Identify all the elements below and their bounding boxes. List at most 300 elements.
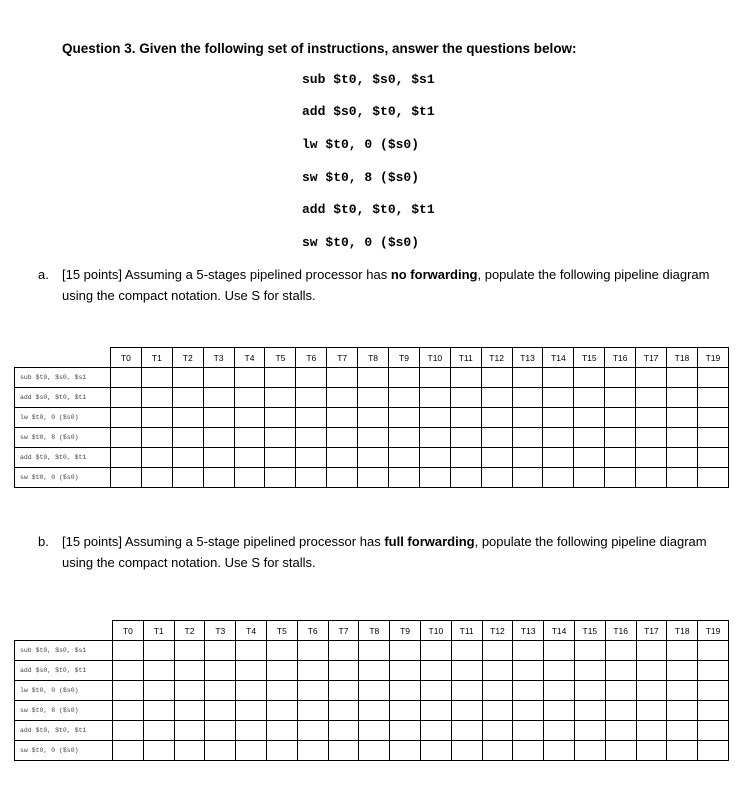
pipeline-cell[interactable] [389,388,420,408]
pipeline-cell[interactable] [543,428,574,448]
time-header: T5 [266,621,297,641]
time-header: T1 [143,621,174,641]
pipeline-cell[interactable] [636,741,667,761]
pipeline-cell[interactable] [605,428,636,448]
pipeline-cell[interactable] [297,641,328,661]
pipeline-cell[interactable] [482,741,513,761]
pipeline-cell[interactable] [544,701,575,721]
pipeline-cell[interactable] [328,641,359,661]
time-header: T17 [636,348,667,368]
pipeline-cell[interactable] [265,468,296,488]
pipeline-cell[interactable] [698,641,729,661]
table-row [15,408,729,428]
pipeline-cell[interactable] [450,428,481,448]
pipeline-cell[interactable] [419,448,450,468]
code-line: sub $t0, $s0, $s1 [302,72,435,87]
pipeline-cell[interactable] [512,428,543,448]
pipeline-cell[interactable] [544,661,575,681]
pipeline-cell[interactable] [174,661,205,681]
pipeline-cell[interactable] [390,701,421,721]
pipeline-table-a [14,347,729,488]
pipeline-cell[interactable] [113,701,144,721]
pipeline-cell[interactable] [543,468,574,488]
table-row [15,388,729,408]
pipeline-cell[interactable] [203,428,234,448]
table-row [15,721,729,741]
pipeline-cell[interactable] [450,408,481,428]
pipeline-cell[interactable] [513,641,544,661]
pipeline-cell[interactable] [574,721,605,741]
pipeline-cell[interactable] [574,468,605,488]
pipeline-cell[interactable] [390,641,421,661]
instruction-label: sub $t0, $s0, $s1 [15,641,113,661]
pipeline-cell[interactable] [389,428,420,448]
part-b-letter: b. [38,534,49,549]
pipeline-cell[interactable] [419,368,450,388]
pipeline-cell[interactable] [172,408,203,428]
pipeline-cell[interactable] [698,741,729,761]
pipeline-cell[interactable] [450,448,481,468]
pipeline-cell[interactable] [205,701,236,721]
pipeline-cell[interactable] [359,721,390,741]
pipeline-cell[interactable] [327,428,358,448]
pipeline-cell[interactable] [481,468,512,488]
part-b [38,531,738,575]
pipeline-cell[interactable] [234,448,265,468]
pipeline-cell[interactable] [605,661,636,681]
pipeline-cell[interactable] [605,641,636,661]
pipeline-cell[interactable] [667,641,698,661]
pipeline-cell[interactable] [667,681,698,701]
pipeline-cell[interactable] [174,701,205,721]
pipeline-cell[interactable] [389,448,420,468]
pipeline-cell[interactable] [636,681,667,701]
pipeline-cell[interactable] [143,681,174,701]
pipeline-cell[interactable] [266,681,297,701]
table-row [15,641,729,661]
code-line: sw $t0, 8 ($s0) [302,170,420,185]
pipeline-cell[interactable] [111,388,142,408]
pipeline-cell[interactable] [327,408,358,428]
time-header: T8 [359,621,390,641]
instruction-label: add $s0, $t0, $t1 [15,661,113,681]
pipeline-cell[interactable] [327,448,358,468]
pipeline-cell[interactable] [327,368,358,388]
instruction-label: lw $t0, 0 ($s0) [15,681,113,701]
pipeline-cell[interactable] [543,408,574,428]
pipeline-cell[interactable] [203,408,234,428]
pipeline-cell[interactable] [574,388,605,408]
pipeline-cell[interactable] [296,408,327,428]
time-header: T8 [358,348,389,368]
pipeline-cell[interactable] [419,468,450,488]
pipeline-cell[interactable] [358,368,389,388]
time-header: T16 [605,348,636,368]
pipeline-cell[interactable] [143,741,174,761]
pipeline-cell[interactable] [513,721,544,741]
pipeline-cell[interactable] [174,681,205,701]
part-a-emphasis: no forwarding [390,267,478,282]
pipeline-cell[interactable] [172,448,203,468]
pipeline-cell[interactable] [236,681,267,701]
pipeline-cell[interactable] [698,661,729,681]
pipeline-cell[interactable] [481,368,512,388]
pipeline-cell[interactable] [358,448,389,468]
pipeline-cell[interactable] [636,448,667,468]
pipeline-cell[interactable] [420,681,451,701]
pipeline-cell[interactable] [419,428,450,448]
time-header: T13 [512,348,543,368]
pipeline-cell[interactable] [512,368,543,388]
pipeline-cell[interactable] [667,428,698,448]
pipeline-cell[interactable] [667,448,698,468]
table-row [15,368,729,388]
pipeline-cell[interactable] [297,681,328,701]
pipeline-cell[interactable] [359,681,390,701]
pipeline-cell[interactable] [481,428,512,448]
pipeline-cell[interactable] [141,448,172,468]
pipeline-cell[interactable] [574,641,605,661]
pipeline-cell[interactable] [420,661,451,681]
instruction-label: add $s0, $t0, $t1 [15,388,111,408]
pipeline-cell[interactable] [359,741,390,761]
instruction-label: add $t0, $t0, $t1 [15,448,111,468]
pipeline-cell[interactable] [359,641,390,661]
pipeline-cell[interactable] [234,368,265,388]
time-header: T3 [203,348,234,368]
pipeline-cell[interactable] [667,701,698,721]
pipeline-cell[interactable] [451,741,482,761]
pipeline-cell[interactable] [236,721,267,741]
pipeline-cell[interactable] [358,408,389,428]
pipeline-cell[interactable] [698,701,729,721]
pipeline-cell[interactable] [544,641,575,661]
pipeline-cell[interactable] [543,368,574,388]
pipeline-cell[interactable] [636,468,667,488]
time-header: T2 [174,621,205,641]
pipeline-cell[interactable] [328,681,359,701]
pipeline-cell[interactable] [266,721,297,741]
pipeline-cell[interactable] [420,701,451,721]
pipeline-cell[interactable] [419,388,450,408]
pipeline-cell[interactable] [697,368,728,388]
pipeline-cell[interactable] [544,681,575,701]
pipeline-cell[interactable] [544,721,575,741]
pipeline-cell[interactable] [297,661,328,681]
pipeline-cell[interactable] [141,408,172,428]
pipeline-cell[interactable] [297,721,328,741]
pipeline-cell[interactable] [327,388,358,408]
pipeline-cell[interactable] [141,468,172,488]
pipeline-cell[interactable] [111,448,142,468]
pipeline-cell[interactable] [451,661,482,681]
pipeline-cell[interactable] [512,448,543,468]
pipeline-cell[interactable] [512,468,543,488]
pipeline-cell[interactable] [359,661,390,681]
pipeline-cell[interactable] [420,741,451,761]
pipeline-cell[interactable] [574,741,605,761]
pipeline-cell[interactable] [266,641,297,661]
pipeline-cell[interactable] [450,368,481,388]
time-header: T12 [481,348,512,368]
pipeline-cell[interactable] [236,641,267,661]
time-header: T4 [236,621,267,641]
pipeline-cell[interactable] [266,701,297,721]
pipeline-cell[interactable] [512,388,543,408]
pipeline-cell[interactable] [172,468,203,488]
pipeline-cell[interactable] [390,741,421,761]
pipeline-cell[interactable] [205,641,236,661]
pipeline-cell[interactable] [420,641,451,661]
pipeline-cell[interactable] [113,741,144,761]
pipeline-cell[interactable] [205,721,236,741]
pipeline-cell[interactable] [482,681,513,701]
pipeline-cell[interactable] [636,428,667,448]
part-b-text [62,531,738,573]
time-header: T3 [205,621,236,641]
time-header: T15 [574,348,605,368]
pipeline-cell[interactable] [667,721,698,741]
pipeline-cell[interactable] [266,741,297,761]
pipeline-cell[interactable] [390,661,421,681]
pipeline-cell[interactable] [328,701,359,721]
pipeline-cell[interactable] [544,741,575,761]
pipeline-cell[interactable] [605,741,636,761]
pipeline-cell[interactable] [574,661,605,681]
pipeline-cell[interactable] [172,428,203,448]
pipeline-cell[interactable] [513,661,544,681]
pipeline-cell[interactable] [605,701,636,721]
pipeline-cell[interactable] [234,428,265,448]
pipeline-cell[interactable] [172,388,203,408]
pipeline-cell[interactable] [636,641,667,661]
pipeline-cell[interactable] [296,448,327,468]
pipeline-cell[interactable] [296,368,327,388]
pipeline-cell[interactable] [450,468,481,488]
pipeline-cell[interactable] [419,408,450,428]
time-header: T4 [234,348,265,368]
pipeline-cell[interactable] [667,408,698,428]
header-row [15,348,729,368]
pipeline-cell[interactable] [174,741,205,761]
pipeline-cell[interactable] [636,388,667,408]
pipeline-cell[interactable] [297,701,328,721]
pipeline-cell[interactable] [636,661,667,681]
pipeline-cell[interactable] [113,661,144,681]
pipeline-cell[interactable] [203,388,234,408]
time-header: T5 [265,348,296,368]
instruction-label: sw $t0, 0 ($s0) [15,468,111,488]
pipeline-cell[interactable] [174,641,205,661]
time-header: T0 [113,621,144,641]
pipeline-cell[interactable] [605,448,636,468]
pipeline-cell[interactable] [266,661,297,681]
pipeline-cell[interactable] [265,448,296,468]
pipeline-cell[interactable] [698,681,729,701]
pipeline-cell[interactable] [143,661,174,681]
pipeline-cell[interactable] [358,468,389,488]
pipeline-cell[interactable] [389,408,420,428]
instruction-label: sw $t0, 8 ($s0) [15,701,113,721]
time-header: T7 [328,621,359,641]
pipeline-cell[interactable] [265,388,296,408]
pipeline-cell[interactable] [265,428,296,448]
pipeline-cell[interactable] [203,368,234,388]
code-line: add $s0, $t0, $t1 [302,104,435,119]
table-row [15,468,729,488]
pipeline-cell[interactable] [451,641,482,661]
pipeline-cell[interactable] [359,701,390,721]
pipeline-cell[interactable] [265,368,296,388]
pipeline-cell[interactable] [296,428,327,448]
instruction-label: add $t0, $t0, $t1 [15,721,113,741]
pipeline-cell[interactable] [236,701,267,721]
pipeline-cell[interactable] [513,681,544,701]
pipeline-cell[interactable] [697,408,728,428]
pipeline-cell[interactable] [697,388,728,408]
pipeline-cell[interactable] [203,448,234,468]
time-header: T19 [698,621,729,641]
pipeline-cell[interactable] [513,741,544,761]
pipeline-cell[interactable] [667,661,698,681]
pipeline-cell[interactable] [481,448,512,468]
pipeline-cell[interactable] [697,448,728,468]
time-header: T19 [697,348,728,368]
time-header: T13 [513,621,544,641]
pipeline-cell[interactable] [174,721,205,741]
pipeline-cell[interactable] [543,448,574,468]
pipeline-cell[interactable] [605,368,636,388]
pipeline-cell[interactable] [513,701,544,721]
pipeline-cell[interactable] [667,368,698,388]
pipeline-cell[interactable] [265,408,296,428]
pipeline-cell[interactable] [482,661,513,681]
pipeline-cell[interactable] [141,368,172,388]
pipeline-cell[interactable] [512,408,543,428]
pipeline-cell[interactable] [605,408,636,428]
pipeline-cell[interactable] [141,428,172,448]
time-header: T9 [390,621,421,641]
pipeline-cell[interactable] [543,388,574,408]
question-title: Question 3. Given the following set of instructions, answer the questions below: [62,41,577,56]
pipeline-cell[interactable] [327,468,358,488]
pipeline-cell[interactable] [390,681,421,701]
instruction-label: sub $t0, $s0, $s1 [15,368,111,388]
pipeline-cell[interactable] [113,641,144,661]
pipeline-cell[interactable] [234,468,265,488]
pipeline-cell[interactable] [143,721,174,741]
table-row [15,428,729,448]
pipeline-cell[interactable] [141,388,172,408]
pipeline-cell[interactable] [451,701,482,721]
pipeline-cell[interactable] [111,368,142,388]
pipeline-cell[interactable] [172,368,203,388]
pipeline-cell[interactable] [111,408,142,428]
pipeline-cell[interactable] [574,368,605,388]
pipeline-cell[interactable] [328,721,359,741]
pipeline-cell[interactable] [113,721,144,741]
pipeline-cell[interactable] [113,681,144,701]
part-a-points: [15 points] Assuming a 5-stages pipelined processor has [62,267,391,282]
pipeline-cell[interactable] [205,661,236,681]
pipeline-cell[interactable] [420,721,451,741]
pipeline-cell[interactable] [574,448,605,468]
pipeline-cell[interactable] [143,701,174,721]
code-line: lw $t0, 0 ($s0) [302,137,420,152]
time-header: T11 [451,621,482,641]
pipeline-table-b [14,620,729,761]
pipeline-cell[interactable] [697,428,728,448]
pipeline-cell[interactable] [574,408,605,428]
pipeline-cell[interactable] [636,701,667,721]
pipeline-cell[interactable] [358,428,389,448]
pipeline-cell[interactable] [605,388,636,408]
pipeline-cell[interactable] [389,368,420,388]
pipeline-cell[interactable] [605,468,636,488]
pipeline-cell[interactable] [697,468,728,488]
pipeline-cell[interactable] [297,741,328,761]
pipeline-cell[interactable] [482,641,513,661]
time-header: T18 [667,621,698,641]
pipeline-cell[interactable] [205,681,236,701]
instruction-label: sw $t0, 8 ($s0) [15,428,111,448]
time-header: T16 [605,621,636,641]
pipeline-cell[interactable] [481,408,512,428]
pipeline-cell[interactable] [574,701,605,721]
pipeline-cell[interactable] [234,408,265,428]
pipeline-cell[interactable] [328,661,359,681]
pipeline-cell[interactable] [111,468,142,488]
pipeline-cell[interactable] [328,741,359,761]
pipeline-cell[interactable] [482,721,513,741]
pipeline-cell[interactable] [451,721,482,741]
pipeline-cell[interactable] [111,428,142,448]
pipeline-cell[interactable] [698,721,729,741]
pipeline-cell[interactable] [667,468,698,488]
pipeline-cell[interactable] [482,701,513,721]
pipeline-cell[interactable] [205,741,236,761]
pipeline-cell[interactable] [390,721,421,741]
pipeline-cell[interactable] [636,721,667,741]
pipeline-cell[interactable] [296,468,327,488]
pipeline-cell[interactable] [574,681,605,701]
pipeline-cell[interactable] [358,388,389,408]
pipeline-cell[interactable] [574,428,605,448]
pipeline-cell[interactable] [605,681,636,701]
pipeline-cell[interactable] [389,468,420,488]
pipeline-cell[interactable] [481,388,512,408]
pipeline-cell[interactable] [667,741,698,761]
pipeline-cell[interactable] [236,741,267,761]
time-header: T17 [636,621,667,641]
time-header: T6 [296,348,327,368]
pipeline-cell[interactable] [296,388,327,408]
pipeline-cell[interactable] [605,721,636,741]
pipeline-cell[interactable] [667,388,698,408]
instruction-label: lw $t0, 0 ($s0) [15,408,111,428]
pipeline-cell[interactable] [236,661,267,681]
pipeline-cell[interactable] [636,408,667,428]
part-a-text [62,264,738,306]
pipeline-cell[interactable] [636,368,667,388]
pipeline-cell[interactable] [451,681,482,701]
time-header: T7 [327,348,358,368]
pipeline-cell[interactable] [203,468,234,488]
pipeline-cell[interactable] [450,388,481,408]
part-b-emphasis: full forwarding [384,534,475,549]
pipeline-cell[interactable] [234,388,265,408]
pipeline-cell[interactable] [143,641,174,661]
